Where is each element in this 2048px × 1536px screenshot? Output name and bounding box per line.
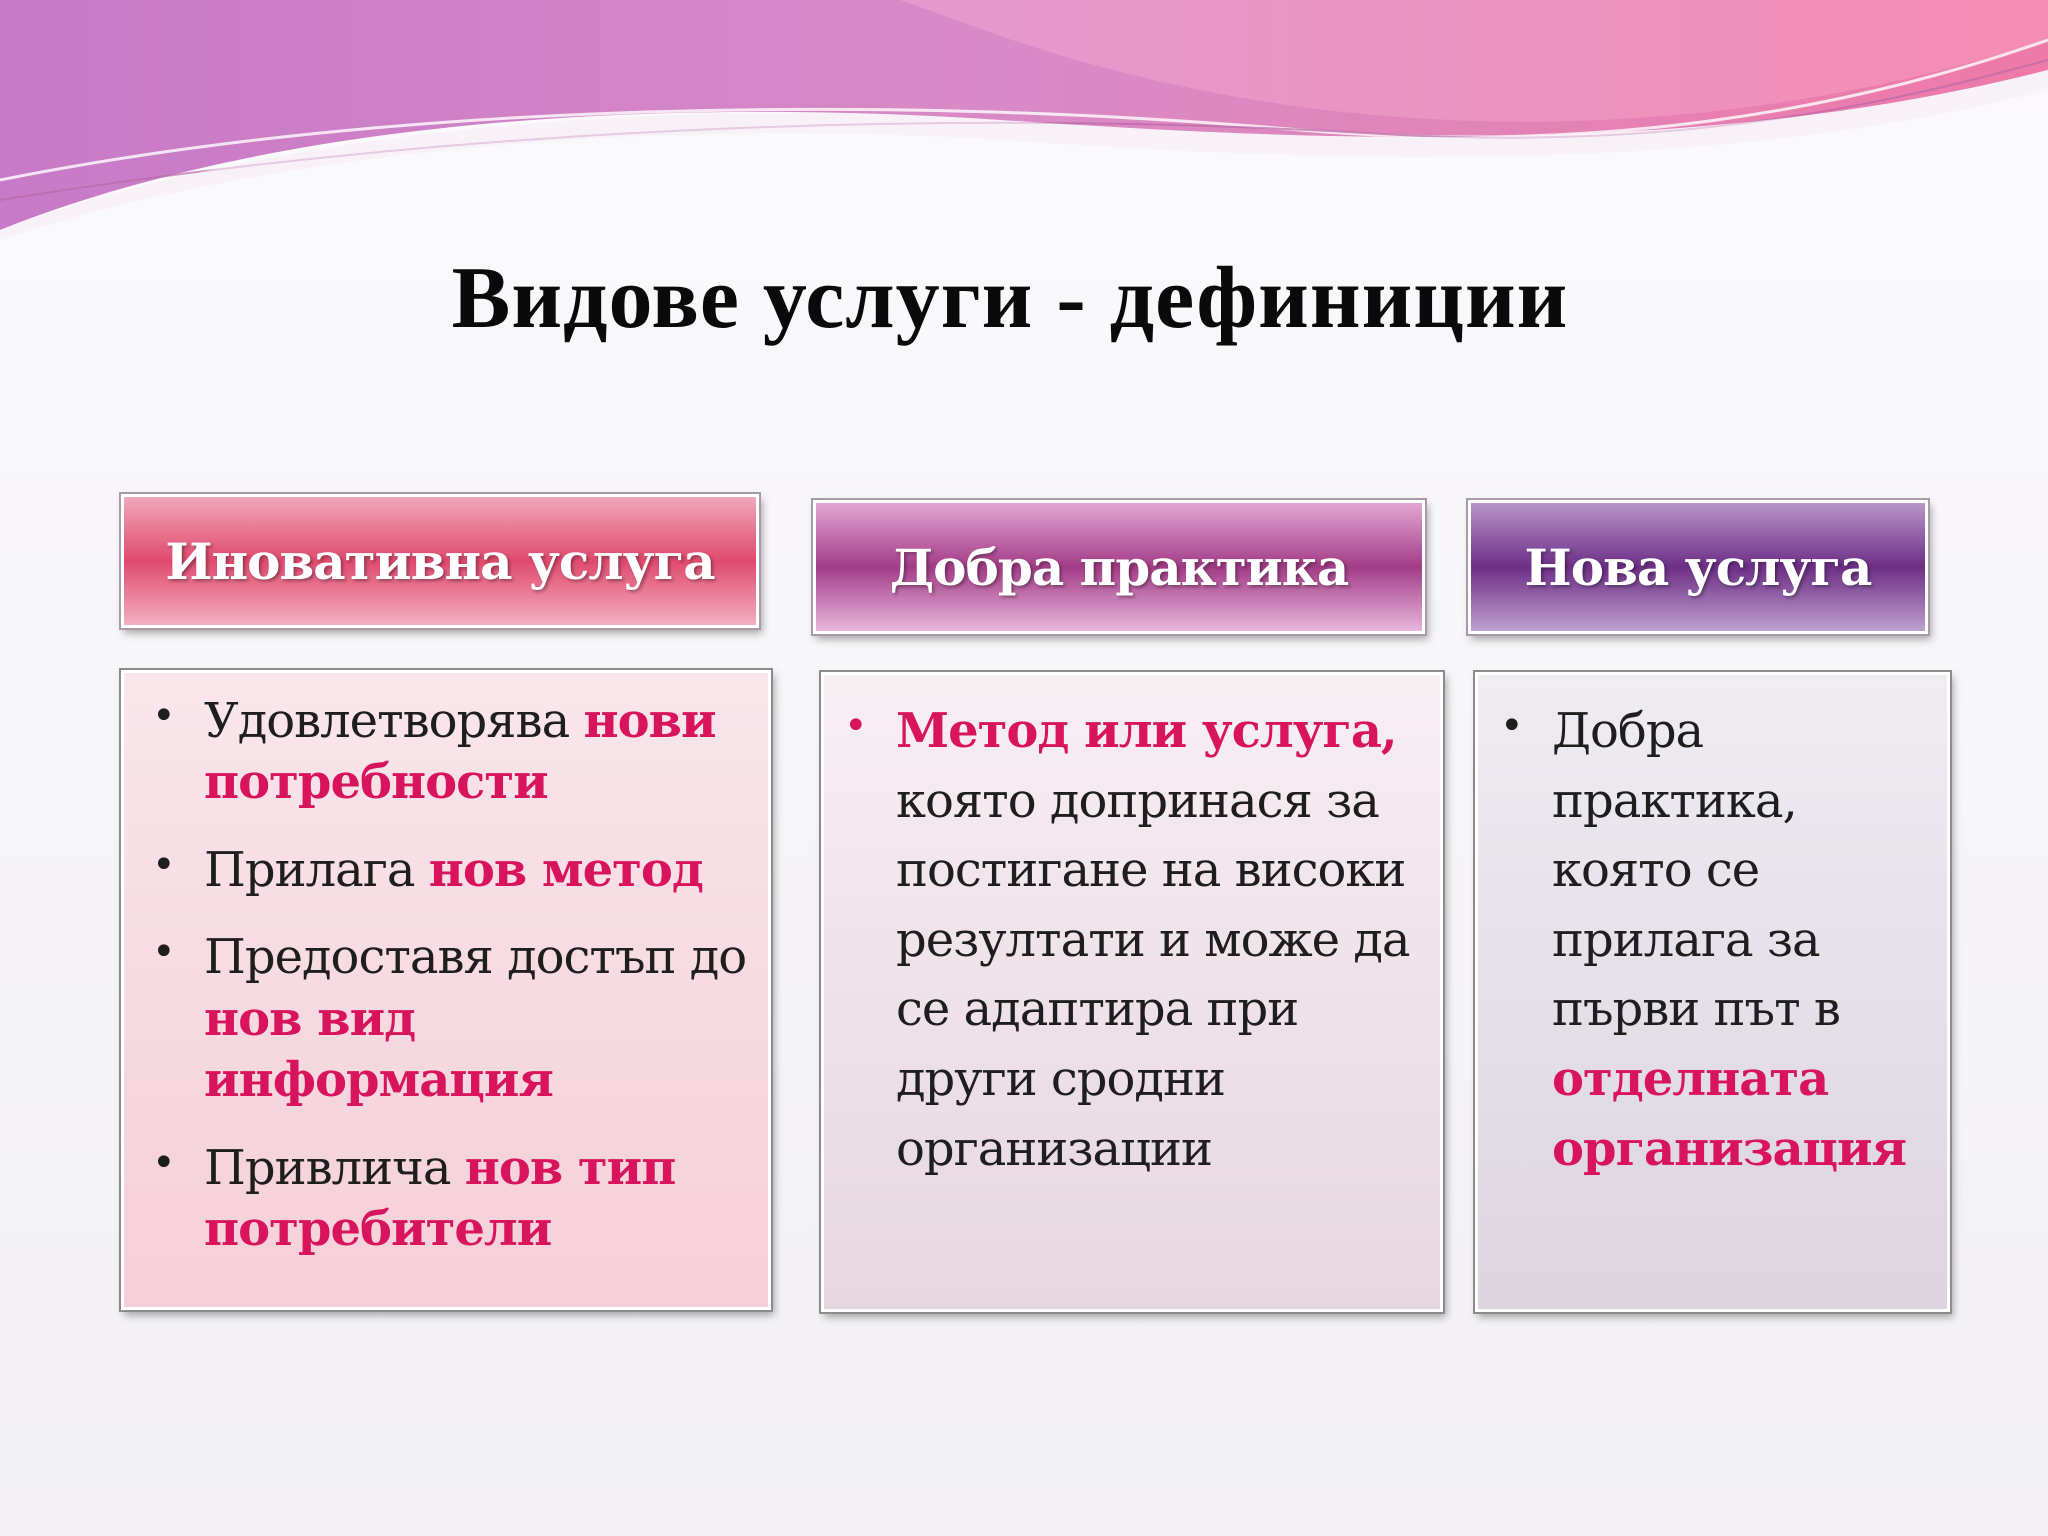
header-innovative-service xyxy=(121,494,759,628)
item-highlight: нов тип потребители xyxy=(204,1139,676,1258)
bullet-list xyxy=(1500,697,1931,1184)
bullet-icon: • xyxy=(152,1139,175,1186)
item-highlight: отделната организация xyxy=(1552,1050,1907,1177)
bullet-icon: • xyxy=(152,693,175,739)
item-text: Прилага xyxy=(204,841,415,898)
item-text: Привлича xyxy=(204,1139,451,1196)
content-box-good-practice xyxy=(821,672,1443,1312)
bullet-icon: • xyxy=(152,929,175,976)
list-item xyxy=(152,927,748,1111)
header-label: Иновативна услуга xyxy=(165,531,715,591)
item-text: Предоставя достъп до xyxy=(204,929,747,986)
slide-title: Видове услуги - дефиниции xyxy=(451,250,1569,347)
item-highlight: Метод или услуга, xyxy=(896,703,1397,759)
content-box-new-service xyxy=(1475,672,1950,1312)
decorative-top-wave xyxy=(0,0,2048,240)
item-text: Удовлетворява xyxy=(204,693,570,749)
bullet-icon: • xyxy=(152,841,175,888)
item-text: която допринася за постигане на високи резултати и може да се адаптира при други сродни организации xyxy=(896,772,1410,1177)
header-label: Нова услуга xyxy=(1524,537,1872,597)
list-item xyxy=(152,691,748,814)
list-item xyxy=(844,697,1420,1184)
content-box-innovative-service xyxy=(121,670,771,1310)
header-good-practice xyxy=(813,500,1425,634)
bullet-icon: • xyxy=(1500,703,1523,749)
list-item xyxy=(152,1138,748,1261)
item-highlight: нови потребности xyxy=(204,693,716,811)
header-new-service xyxy=(1468,500,1928,634)
list-item xyxy=(1500,697,1931,1184)
bullet-icon: • xyxy=(844,703,867,749)
item-highlight: нов вид информация xyxy=(204,990,553,1109)
header-label: Добра практика xyxy=(889,537,1349,597)
item-text: Добра практика, която се прилага за първи път в xyxy=(1552,703,1840,1038)
item-highlight: нов метод xyxy=(428,841,703,898)
list-item xyxy=(152,840,748,901)
bullet-list xyxy=(844,697,1420,1184)
bullet-list xyxy=(152,691,748,1261)
